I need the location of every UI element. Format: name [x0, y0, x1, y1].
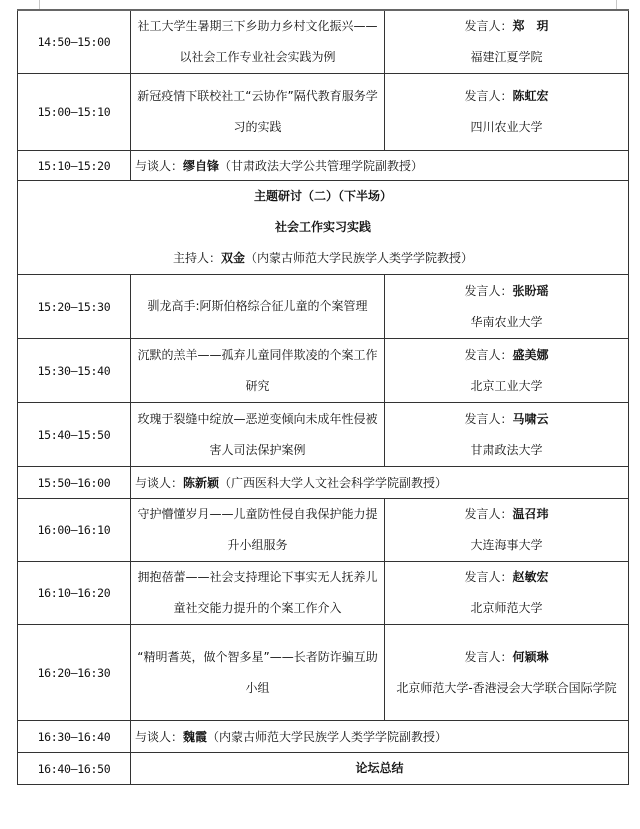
- speaker-label: 发言人：: [464, 570, 513, 584]
- discussant-label: 与谈人：: [135, 730, 184, 744]
- time-cell: 15:50—16:00: [18, 467, 131, 499]
- section-header-cell: [18, 181, 629, 275]
- topic-cell: 新冠疫情下联校社工“云协作”隔代教育服务学习的实践: [131, 74, 385, 151]
- speaker-name: 张盼瑶: [512, 283, 549, 298]
- speaker-name: 温召玮: [512, 507, 549, 521]
- speaker-cell: [385, 625, 629, 721]
- section-host: [22, 243, 624, 274]
- speaker-affiliation: 华南农业大学: [470, 314, 543, 329]
- speaker-cell: [385, 275, 629, 339]
- page-margin-left: [39, 0, 40, 9]
- time-cell: 15:10—15:20: [18, 151, 131, 181]
- speaker-affiliation: 大连海事大学: [470, 538, 543, 552]
- time-cell: 16:20—16:30: [18, 625, 131, 721]
- speaker-affiliation: 北京师范大学-香港浸会大学联合国际学院: [396, 680, 617, 695]
- time-cell: 16:40—16:50: [18, 753, 131, 785]
- speaker-name: 郑 玥: [512, 19, 549, 33]
- time-cell: 16:00—16:10: [18, 499, 131, 562]
- speaker-label: 发言人：: [464, 89, 513, 103]
- speaker-name: 陈虹宏: [512, 89, 549, 103]
- host-name: 双金: [220, 251, 245, 265]
- table-row: [18, 151, 629, 181]
- time-cell: 15:40—15:50: [18, 403, 131, 467]
- time-cell: 16:30—16:40: [18, 721, 131, 753]
- topic-cell: 驯龙高手:阿斯伯格综合征儿童的个案管理: [131, 275, 385, 339]
- table-row: [18, 10, 629, 74]
- speaker-name: 何颖琳: [512, 649, 549, 664]
- speaker-affiliation: 北京工业大学: [470, 378, 543, 393]
- table-row: [18, 753, 629, 785]
- topic-cell: 社工大学生暑期三下乡助力乡村文化振兴——以社会工作专业社会实践为例: [131, 10, 385, 74]
- time-cell: 14:50—15:00: [18, 10, 131, 74]
- host-detail: （内蒙古师范大学民族学人类学学院教授）: [245, 251, 474, 265]
- discussant-name: 缪自锋: [183, 159, 220, 173]
- discussant-detail: （广西医科大学人文社会科学学院副教授）: [219, 476, 448, 490]
- speaker-name: 马啸云: [512, 411, 549, 426]
- speaker-label: 发言人：: [464, 347, 513, 362]
- topic-cell: 守护懵懂岁月——儿童防性侵自我保护能力提升小组服务: [131, 499, 385, 562]
- speaker-affiliation: 四川农业大学: [470, 120, 543, 134]
- page-margin-right: [616, 0, 617, 9]
- speaker-cell: [385, 10, 629, 74]
- discussant-label: 与谈人：: [135, 159, 184, 173]
- time-cell: 16:10—16:20: [18, 562, 131, 625]
- table-row: [18, 403, 629, 467]
- section-title: 主题研讨（二）（下半场）: [253, 189, 392, 203]
- speaker-cell: [385, 74, 629, 151]
- discussant-detail: （内蒙古师范大学民族学人类学学院副教授）: [207, 730, 448, 744]
- table-row: [18, 625, 629, 721]
- speaker-cell: [385, 499, 629, 562]
- table-row: [18, 467, 629, 499]
- table-row: [18, 499, 629, 562]
- speaker-name: 盛美娜: [512, 347, 549, 362]
- section-header-row: [18, 181, 629, 275]
- speaker-label: 发言人：: [464, 507, 513, 521]
- speaker-affiliation: 北京师范大学: [470, 601, 543, 615]
- discussant-name: 陈新颖: [183, 476, 220, 490]
- discussant-name: 魏霞: [183, 730, 208, 744]
- speaker-affiliation: 甘肃政法大学: [470, 442, 543, 457]
- schedule-table: [17, 9, 629, 785]
- section-subtitle: 社会工作实习实践: [274, 220, 371, 234]
- time-cell: 15:20—15:30: [18, 275, 131, 339]
- topic-cell: 沉默的羔羊——孤弃儿童同伴欺凌的个案工作研究: [131, 339, 385, 403]
- speaker-cell: [385, 403, 629, 467]
- speaker-cell: [385, 339, 629, 403]
- table-row: [18, 74, 629, 151]
- discussant-label: 与谈人：: [135, 476, 184, 490]
- discussant-detail: （甘肃政法大学公共管理学院副教授）: [219, 159, 424, 173]
- discussant-cell: [131, 721, 629, 753]
- topic-cell: “精明耆英，做个智多星”——长者防诈骗互助小组: [131, 625, 385, 721]
- table-row: [18, 339, 629, 403]
- discussant-cell: [131, 467, 629, 499]
- time-cell: 15:30—15:40: [18, 339, 131, 403]
- host-label: 主持人：: [172, 251, 221, 265]
- speaker-name: 赵敏宏: [512, 570, 549, 584]
- table-row: [18, 721, 629, 753]
- closing-cell: 论坛总结: [131, 753, 629, 785]
- topic-cell: 拥抱蓓蕾——社会支持理论下事实无人抚养儿童社交能力提升的个案工作介入: [131, 562, 385, 625]
- speaker-label: 发言人：: [464, 19, 513, 33]
- table-row: [18, 275, 629, 339]
- time-cell: 15:00—15:10: [18, 74, 131, 151]
- table-row: [18, 562, 629, 625]
- speaker-affiliation: 福建江夏学院: [470, 50, 543, 64]
- speaker-cell: [385, 562, 629, 625]
- discussant-cell: [131, 151, 629, 181]
- topic-cell: 玫瑰于裂缝中绽放—恶逆变倾向未成年性侵被害人司法保护案例: [131, 403, 385, 467]
- speaker-label: 发言人：: [464, 411, 513, 426]
- speaker-label: 发言人：: [464, 283, 513, 298]
- speaker-label: 发言人：: [464, 649, 513, 664]
